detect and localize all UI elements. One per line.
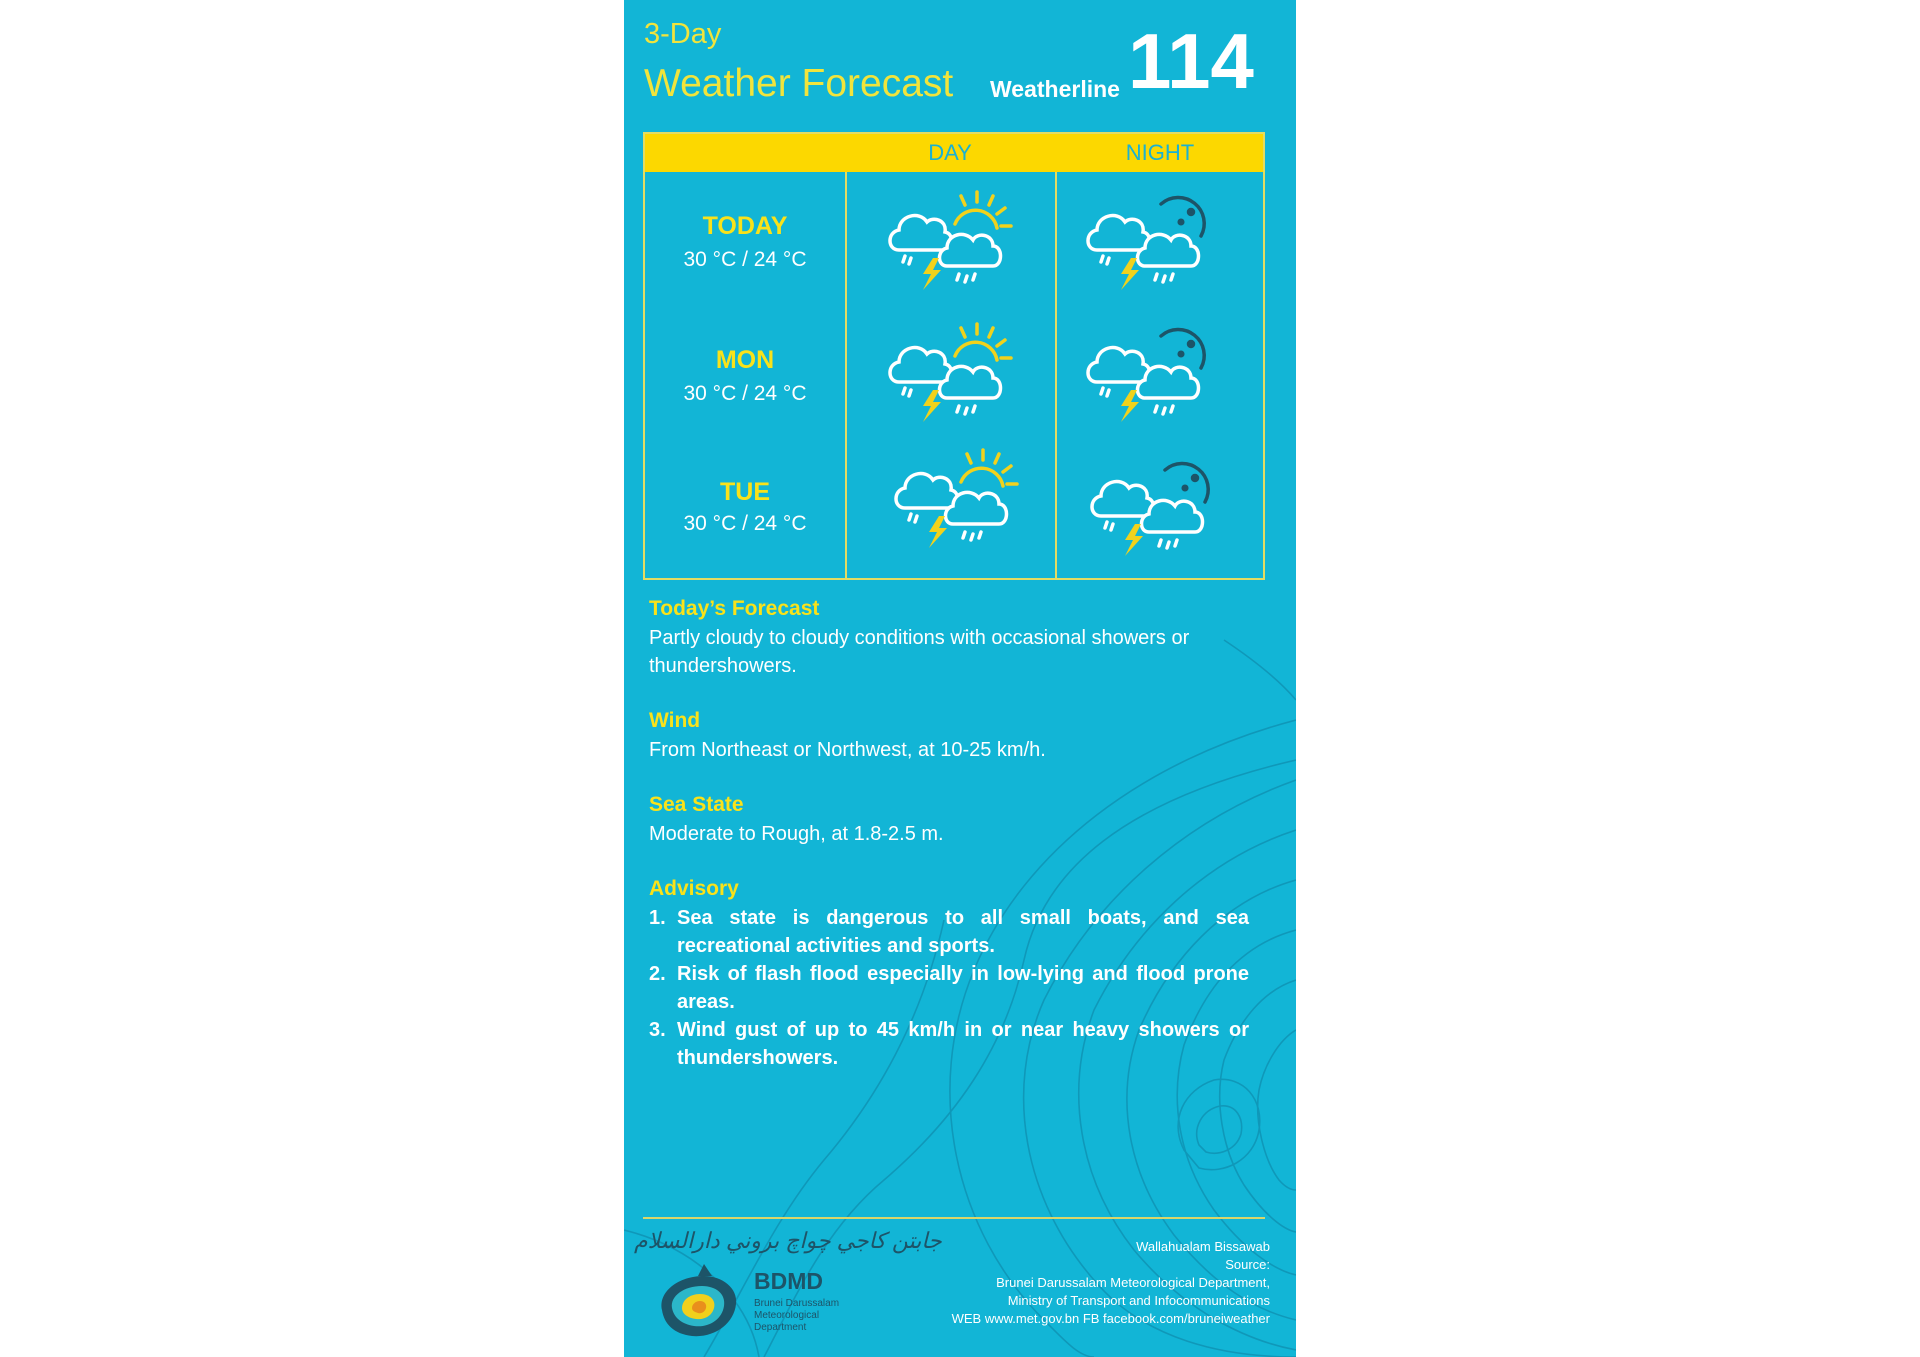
- row-day-name: MON: [715, 346, 775, 374]
- forecast-title: Today’s Forecast: [649, 597, 820, 620]
- moon-cloud-thunderstorm-icon: [1083, 320, 1213, 430]
- credit-link[interactable]: WEB www.met.gov.bn FB facebook.com/bruneiweather: [951, 1311, 1270, 1326]
- logo-subtitle: Brunei Darussalam Meteorological Department: [754, 1298, 840, 1333]
- advisory-text: Wind gust of up to 45 km/h in or near heavy showers or thundershowers.: [677, 1019, 1249, 1069]
- table-row: [645, 306, 1265, 436]
- row-day-name: TUE: [720, 478, 770, 506]
- forecast-text: Partly cloudy to cloudy conditions with occasional showers or thundershowers.: [649, 627, 1190, 677]
- wind-title: Wind: [649, 709, 701, 732]
- moon-cloud-thunderstorm-icon: [1083, 188, 1213, 298]
- weatherline-number: 114: [1128, 17, 1254, 105]
- sea-state-text: Moderate to Rough, at 1.8-2.5 m.: [649, 823, 944, 845]
- table-header: [645, 134, 1263, 172]
- weatherline-label: Weatherline: [990, 76, 1120, 102]
- row-temperatures: 30 °C / 24 °C: [683, 248, 807, 271]
- credit-line: Ministry of Transport and Infocommunications: [1007, 1293, 1270, 1308]
- credit-line: Source:: [1225, 1257, 1270, 1272]
- sea-state-title: Sea State: [649, 793, 744, 816]
- forecast-table: [643, 132, 1265, 580]
- bdmd-logo-icon: [652, 1262, 750, 1342]
- footer-divider: [643, 1217, 1265, 1219]
- advisory-number: 2.: [649, 963, 666, 985]
- col-night-header: NIGHT: [1125, 140, 1195, 165]
- row-temperatures: 30 °C / 24 °C: [683, 512, 807, 535]
- advisory-title: Advisory: [649, 877, 739, 900]
- header-title: Weather Forecast: [644, 62, 954, 105]
- sun-cloud-thunderstorm-icon: [891, 446, 1021, 556]
- arabic-jawi-text: جابتن كاجي چواچ بروني دارالسلام: [634, 1228, 942, 1253]
- advisory-number: 1.: [649, 907, 666, 929]
- advisory-text: Risk of flash flood especially in low-lying and flood prone areas.: [677, 963, 1249, 1013]
- sun-cloud-thunderstorm-icon: [885, 188, 1015, 298]
- row-day-name: TODAY: [702, 212, 788, 240]
- advisory-item: [649, 904, 1249, 960]
- wind-text: From Northeast or Northwest, at 10-25 km/h.: [649, 739, 1046, 761]
- advisory-text: Sea state is dangerous to all small boats, and sea recreational activities and sports.: [677, 907, 1249, 957]
- credit-line: Wallahualam Bissawab: [1136, 1239, 1270, 1254]
- advisory-item: [649, 1016, 1249, 1072]
- col-day-header: DAY: [928, 140, 972, 165]
- moon-cloud-thunderstorm-icon: [1087, 454, 1217, 564]
- forecast-card: [624, 0, 1296, 1357]
- sun-cloud-thunderstorm-icon: [885, 320, 1015, 430]
- advisory-number: 3.: [649, 1019, 666, 1041]
- credit-line: Brunei Darussalam Meteorological Department,: [996, 1275, 1270, 1290]
- table-row: [645, 436, 1265, 566]
- advisory-item: [649, 960, 1249, 1016]
- logo-name: BDMD: [754, 1268, 823, 1294]
- row-temperatures: 30 °C / 24 °C: [683, 382, 807, 405]
- header-subtitle: 3-Day: [644, 18, 722, 50]
- table-row: [645, 176, 1265, 306]
